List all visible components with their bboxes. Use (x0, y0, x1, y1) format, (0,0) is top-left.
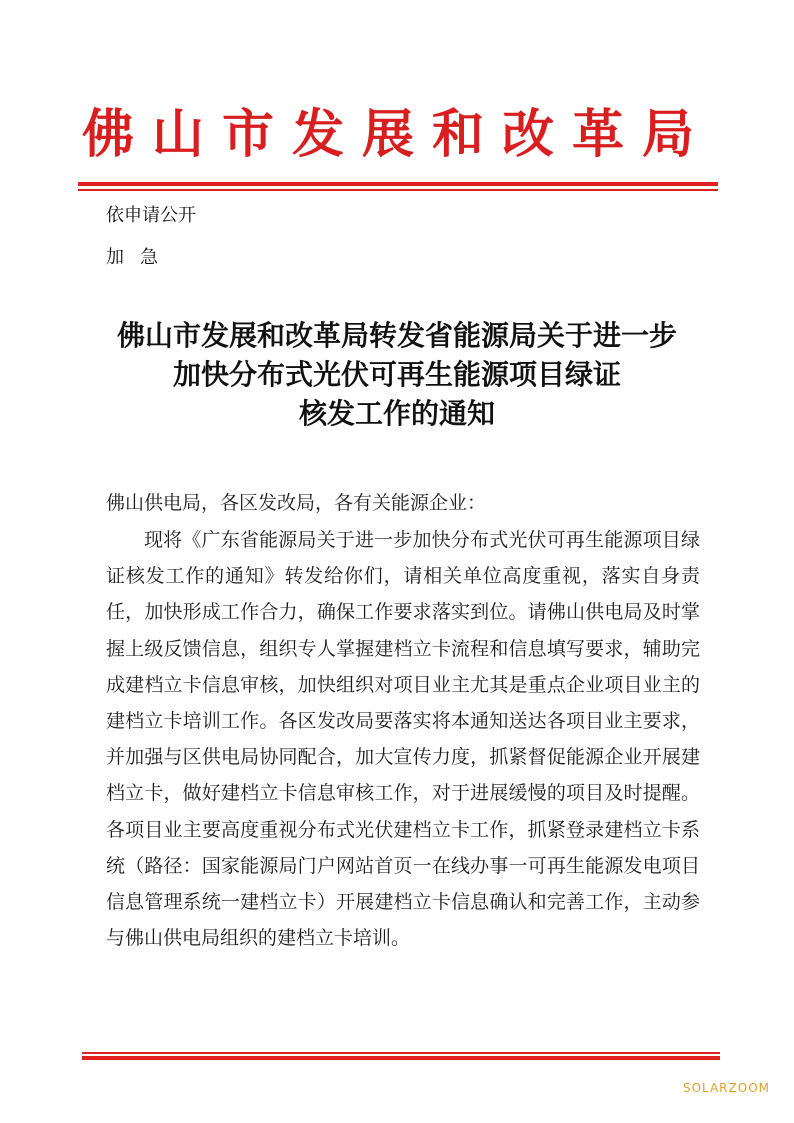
disclosure-label: 依申请公开 (106, 205, 196, 226)
body-paragraph: 现将《广东省能源局关于进一步加快分布式光伏可再生能源项目绿证核发工作的通知》转发给你们，请相关单位高度重视，落实自身责任，加快形成工作合力，确保工作要求落实到位。请佛山供电局及时掌握上级反馈信息，组织专人掌握建档立卡流程和信息填写要求，辅助完成建档立卡信息审核，加快组织对项目业主尤其是重点企业项目业主的建档立卡培训工作。各区发改局要落实将本通知送达各项目业主要求，并加强与区供电局协同配合，加大宣传力度，抓紧督促能源企业开展建档立卡，做好建档立卡信息审核工作，对于进展缓慢的项目及时提醒。各项目业主要高度重视分布式光伏建档立卡工作，抓紧登录建档立卡系统（路径：国家能源局门户网站首页一在线办事一可再生能源发电项目信息管理系统一建档立卡）开展建档立卡信息确认和完善工作，主动参与佛山供电局组织的建档立卡培训。 (106, 529, 700, 950)
document-title (60, 316, 734, 433)
document-title-line-2: 加快分布式光伏可再生能源项目绿证 (172, 358, 621, 391)
footer-rule-thin (82, 1052, 720, 1054)
letterhead-rule-thick (78, 182, 718, 186)
urgency-label: 加急 (106, 247, 174, 268)
letterhead-title: 佛山市发展和改革局 (81, 104, 712, 165)
salutation: 佛山供电局，各区发改局，各有关能源企业： (106, 492, 487, 514)
letterhead-rule-thin (78, 189, 718, 191)
document-title-line-3: 核发工作的通知 (298, 397, 495, 430)
watermark-logo: SOLARZOOM (682, 1081, 770, 1095)
footer-rule-thick (82, 1056, 720, 1060)
document-title-line-1: 佛山市发展和改革局转发省能源局关于进一步 (116, 319, 677, 352)
